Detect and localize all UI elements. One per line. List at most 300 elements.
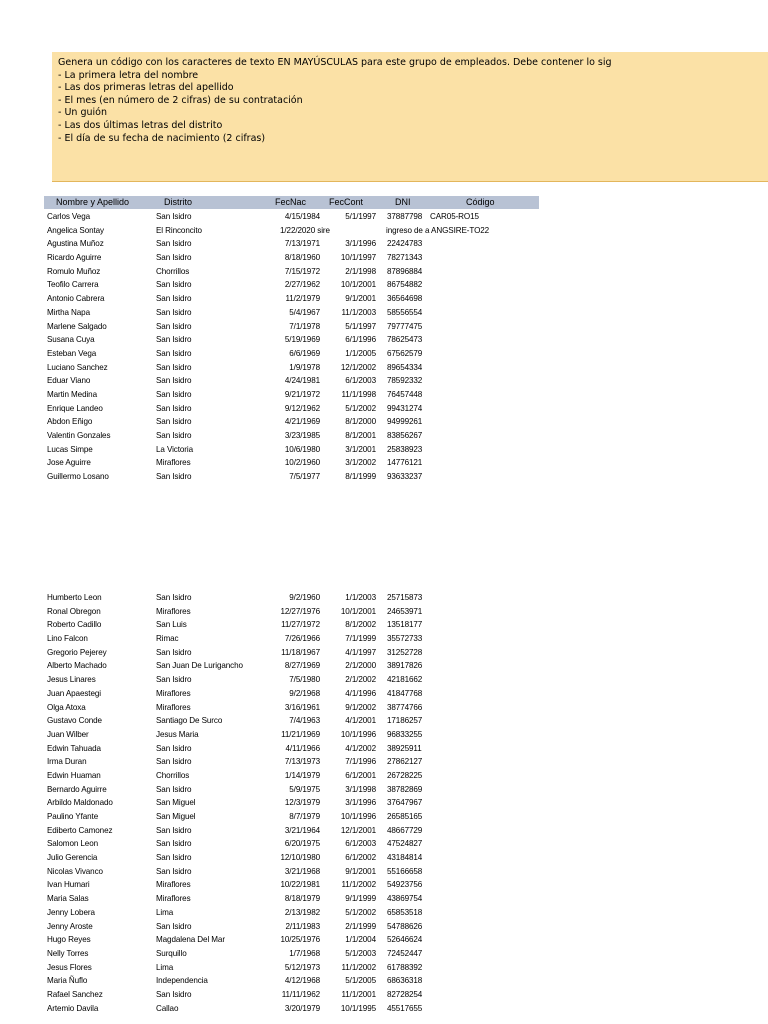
cell-feccont[interactable]: 12/1/2002 [340, 362, 376, 372]
table-row [0, 333, 560, 347]
cell-distrito[interactable]: San Isidro [156, 647, 192, 657]
cell-dni[interactable]: 67562579 [387, 348, 423, 358]
cell-nombre[interactable]: Ediberto Camonez [47, 825, 113, 835]
cell-dni[interactable]: 38917826 [387, 661, 423, 671]
cell-nombre[interactable]: Jenny Aroste [47, 921, 93, 931]
cell-dni[interactable]: 14776121 [387, 458, 423, 468]
cell-nombre[interactable]: Agustina Muñoz [47, 239, 104, 249]
cell-dni[interactable]: 65853518 [387, 907, 423, 917]
cell-feccont[interactable]: 2/1/2000 [345, 661, 376, 671]
cell-feccont[interactable]: 11/1/2002 [341, 880, 376, 890]
cell-fecnac[interactable]: 4/11/1966 [285, 743, 320, 753]
cell-nombre[interactable]: Teofilo Carrera [47, 280, 99, 290]
cell-codigo[interactable]: CAR05-RO15 [430, 212, 479, 221]
cell-dni[interactable]: 26585165 [387, 812, 423, 821]
cell-dni[interactable]: 72452447 [387, 948, 423, 958]
cell-nombre[interactable]: Esteban Vega [47, 348, 97, 358]
cell-distrito[interactable]: San Isidro [156, 853, 192, 863]
table-row [0, 920, 560, 934]
cell-fecnac[interactable]: 9/2/1968 [289, 688, 320, 698]
cell-distrito[interactable]: San Isidro [156, 839, 192, 849]
cell-nombre[interactable]: Eduar Viano [47, 376, 91, 386]
cell-nombre[interactable]: Salomon Leon [47, 839, 98, 849]
cell-feccont[interactable]: 10/1/1995 [340, 1003, 376, 1013]
cell-dni[interactable]: 89654334 [387, 362, 423, 372]
cell-nombre[interactable]: Jesus Flores [47, 962, 92, 972]
cell-distrito[interactable]: Jesus Maria [156, 729, 199, 739]
cell-fecnac[interactable]: 12/10/1980 [280, 853, 320, 863]
cell-distrito[interactable]: San Isidro [156, 431, 192, 440]
cell-distrito[interactable]: San Isidro [156, 362, 192, 372]
cell-dni[interactable]: 79777475 [387, 321, 423, 331]
cell-distrito[interactable]: San Isidro [156, 675, 192, 685]
table-row [0, 429, 560, 443]
cell-dni[interactable]: 82728254 [387, 989, 423, 999]
cell-feccont[interactable]: 6/1/2002 [345, 853, 376, 863]
cell-feccont[interactable]: 5/1/1997 [345, 212, 376, 221]
cell-distrito[interactable]: Independencia [156, 976, 208, 986]
cell-dni[interactable]: 38782869 [387, 784, 423, 794]
cell-nombre[interactable]: Nelly Torres [47, 948, 89, 958]
cell-distrito[interactable]: San Isidro [156, 472, 192, 482]
cell-fecnac[interactable]: 1/9/1978 [289, 362, 320, 372]
cell-distrito[interactable]: San Isidro [156, 239, 192, 249]
table-row [0, 742, 560, 756]
cell-fecnac[interactable]: 1/7/1968 [289, 948, 320, 958]
cell-fecnac[interactable]: 2/13/1982 [284, 907, 320, 917]
cell-distrito[interactable]: Lima [156, 962, 174, 972]
cell-nombre[interactable]: Nicolas Vivanco [47, 866, 103, 876]
cell-distrito[interactable]: San Isidro [156, 403, 192, 413]
cell-nombre[interactable]: Ricardo Aguirre [47, 253, 102, 263]
cell-fecnac[interactable]: 10/22/1981 [280, 880, 320, 890]
cell-distrito[interactable]: San Isidro [156, 593, 192, 602]
cell-dni[interactable]: 13518177 [387, 620, 423, 630]
cell-nombre[interactable]: Arbildo Maldonado [47, 798, 113, 808]
cell-fecnac[interactable]: 7/1/1978 [289, 321, 320, 331]
cell-nombre[interactable]: Lucas Simpe [47, 444, 93, 454]
cell-nombre[interactable]: Humberto Leon [47, 593, 102, 602]
cell-fecnac[interactable]: 8/18/1960 [284, 253, 320, 263]
cell-dni[interactable]: 22424783 [387, 239, 423, 249]
cell-distrito[interactable]: San Isidro [156, 757, 192, 767]
cell-fecnac[interactable]: 10/6/1980 [284, 444, 320, 454]
table-row [0, 769, 560, 783]
cell-distrito[interactable]: San Isidro [156, 743, 192, 753]
cell-nombre[interactable]: Guillermo Losano [47, 472, 109, 482]
cell-dni[interactable]: 68636318 [387, 976, 423, 986]
cell-feccont[interactable]: 11/1/2001 [341, 989, 376, 999]
cell-distrito[interactable]: San Isidro [156, 348, 192, 358]
cell-distrito[interactable]: San Isidro [156, 212, 192, 221]
cell-feccont[interactable]: 4/1/2002 [345, 743, 376, 753]
table-row [0, 783, 560, 797]
cell-distrito[interactable]: Santiago De Surco [156, 716, 223, 726]
table-row [0, 320, 560, 334]
table-body-group-1 [0, 210, 560, 484]
cell-distrito[interactable]: San Juan De Lurigancho [156, 661, 243, 671]
cell-fecnac[interactable]: 3/21/1964 [284, 825, 320, 835]
cell-feccont[interactable]: 1/1/2004 [345, 935, 376, 945]
cell-fecnac[interactable]: 9/2/1960 [289, 593, 320, 602]
cell-feccont[interactable]: 3/1/2001 [345, 444, 376, 454]
table-row [0, 824, 560, 838]
cell-fecnac[interactable]: 7/5/1977 [289, 472, 320, 482]
cell-nombre[interactable]: Ivan Humari [47, 880, 90, 890]
cell-dni[interactable]: 17186257 [387, 716, 423, 726]
cell-dni[interactable]: 38925911 [387, 743, 422, 753]
cell-fecnac[interactable]: 1/14/1979 [284, 770, 320, 780]
cell-dni[interactable]: 86754882 [387, 280, 423, 290]
cell-feccont[interactable]: 6/1/2001 [345, 770, 376, 780]
cell-dni[interactable]: 37887798 [387, 212, 423, 221]
cell-nombre[interactable]: Ronal Obregon [47, 606, 101, 616]
table-row [0, 374, 560, 388]
cell-distrito[interactable]: La Victoria [156, 444, 193, 454]
cell-nombre[interactable]: Artemio Davila [47, 1003, 99, 1013]
cell-distrito[interactable]: Chorrillos [156, 770, 190, 780]
cell-nombre[interactable]: Enrique Landeo [47, 403, 103, 413]
cell-distrito[interactable]: San Isidro [156, 921, 192, 931]
cell-fecnac[interactable]: 7/13/1973 [284, 757, 320, 767]
cell-feccont[interactable]: 8/1/2001 [345, 431, 376, 440]
cell-feccont[interactable]: 2/1/1999 [345, 921, 376, 931]
cell-feccont[interactable]: 1/1/2003 [345, 593, 376, 602]
cell-distrito[interactable]: Miraflores [156, 880, 191, 890]
cell-fecnac[interactable]: 6/20/1975 [284, 839, 320, 849]
cell-nombre[interactable]: Mirtha Napa [47, 307, 90, 317]
cell-fecnac-overflow[interactable]: 1/22/2020 sire [280, 225, 330, 235]
cell-feccont[interactable]: 5/1/2005 [345, 976, 376, 986]
cell-feccont[interactable]: 5/1/1997 [345, 321, 376, 331]
cell-dni[interactable]: 87896884 [387, 266, 423, 276]
cell-dni[interactable]: 36564698 [387, 294, 423, 304]
cell-distrito[interactable]: Miraflores [156, 894, 191, 904]
cell-feccont[interactable]: 3/1/1996 [345, 798, 376, 808]
cell-dni[interactable]: 24653971 [387, 606, 423, 616]
cell-feccont[interactable]: 2/1/1998 [345, 266, 376, 276]
cell-feccont[interactable]: 8/1/1999 [345, 472, 376, 482]
cell-dni[interactable]: 47524827 [387, 839, 423, 849]
cell-fecnac[interactable]: 5/4/1967 [289, 307, 320, 317]
cell-nombre[interactable]: Angelica Sontay [47, 225, 104, 235]
table-row [0, 988, 560, 1002]
cell-feccont[interactable]: 10/1/2001 [340, 280, 376, 290]
cell-nombre[interactable]: Jenny Lobera [47, 907, 95, 917]
cell-nombre[interactable]: Juan Wilber [47, 729, 89, 739]
table-row [0, 618, 560, 632]
table-row [0, 415, 560, 429]
header-feccont[interactable]: FecCont [329, 197, 364, 207]
cell-feccont[interactable]: 9/1/1999 [345, 894, 376, 904]
cell-nombre[interactable]: Gustavo Conde [47, 716, 102, 726]
cell-dni[interactable]: 54923756 [387, 880, 423, 890]
cell-dni[interactable]: 93633237 [387, 472, 423, 482]
cell-distrito[interactable]: Magdalena Del Mar [156, 935, 225, 945]
instructions-line: - El día de su fecha de nacimiento (2 cifras) [58, 132, 266, 144]
table-row [0, 306, 560, 320]
cell-feccont[interactable]: 3/1/2002 [345, 458, 376, 468]
cell-feccont[interactable]: 9/1/2001 [345, 294, 376, 304]
cell-nombre[interactable]: Susana Cuya [47, 335, 95, 345]
cell-dni[interactable]: 42181662 [387, 675, 423, 685]
table-row [0, 347, 560, 361]
cell-feccont[interactable]: 7/1/1996 [345, 757, 376, 767]
cell-feccont[interactable]: 4/1/1996 [345, 688, 376, 698]
cell-overflow-text[interactable]: ingreso de a ANGSIRE-TO22 [386, 225, 490, 235]
cell-distrito[interactable]: San Isidro [156, 417, 192, 427]
cell-distrito[interactable]: San Isidro [156, 321, 192, 331]
cell-feccont[interactable]: 6/1/2003 [345, 839, 376, 849]
table-row [0, 687, 560, 701]
cell-fecnac[interactable]: 12/3/1979 [284, 798, 320, 808]
cell-nombre[interactable]: Maria Ñuflo [47, 976, 88, 986]
cell-distrito[interactable]: San Miguel [156, 798, 196, 808]
cell-feccont[interactable]: 8/1/2000 [345, 417, 376, 427]
cell-feccont[interactable]: 11/1/2002 [341, 962, 376, 972]
cell-fecnac[interactable]: 2/11/1983 [285, 921, 320, 931]
cell-dni[interactable]: 43869754 [387, 894, 423, 904]
cell-nombre[interactable]: Julio Gerencia [47, 853, 98, 863]
header-fecnac[interactable]: FecNac [275, 197, 307, 207]
cell-nombre[interactable]: Luciano Sanchez [47, 362, 108, 372]
cell-fecnac[interactable]: 12/27/1976 [280, 606, 320, 616]
cell-dni[interactable]: 96833255 [387, 729, 423, 739]
cell-distrito[interactable]: San Isidro [156, 825, 192, 835]
cell-dni[interactable]: 38774766 [387, 702, 423, 712]
table-row [0, 361, 560, 375]
cell-feccont[interactable]: 1/1/2005 [345, 348, 376, 358]
instructions-line: - Las dos últimas letras del distrito [58, 119, 223, 131]
cell-nombre[interactable]: Romulo Muñoz [47, 266, 101, 276]
cell-distrito[interactable]: Miraflores [156, 458, 191, 468]
cell-nombre[interactable]: Martin Medina [47, 389, 97, 399]
cell-fecnac[interactable]: 3/23/1985 [284, 431, 320, 440]
cell-fecnac[interactable]: 8/7/1979 [289, 812, 320, 821]
header-nombre[interactable]: Nombre y Apellido [56, 197, 130, 207]
cell-fecnac[interactable]: 7/26/1966 [284, 634, 320, 644]
cell-fecnac[interactable]: 2/27/1962 [284, 280, 320, 290]
table-row [0, 443, 560, 457]
cell-feccont[interactable]: 10/1/1996 [340, 812, 376, 821]
cell-nombre[interactable]: Maria Salas [47, 894, 89, 904]
cell-fecnac[interactable]: 7/13/1971 [284, 239, 320, 249]
cell-nombre[interactable]: Edwin Huaman [47, 770, 101, 780]
cell-nombre[interactable]: Gregorio Pejerey [47, 647, 107, 657]
cell-distrito[interactable]: Lima [156, 907, 174, 917]
cell-fecnac[interactable]: 4/24/1981 [284, 376, 320, 386]
cell-distrito[interactable]: El Rinconcito [156, 225, 202, 235]
cell-nombre[interactable]: Marlene Salgado [47, 321, 107, 331]
table-row [0, 388, 560, 402]
cell-fecnac[interactable]: 9/12/1962 [284, 403, 320, 413]
instructions-line: Genera un código con los caracteres de texto EN MAYÚSCULAS para este grupo de empleados. Debe contener lo sig [58, 57, 612, 68]
cell-feccont[interactable]: 12/1/2001 [340, 825, 376, 835]
cell-distrito[interactable]: San Luis [156, 620, 187, 630]
cell-dni[interactable]: 48667729 [387, 825, 423, 835]
cell-dni[interactable]: 45517655 [387, 1003, 423, 1013]
instructions-line: - El mes (en número de 2 cifras) de su contratación [58, 94, 303, 106]
table-row [0, 906, 560, 920]
cell-dni[interactable]: 43184814 [387, 853, 423, 863]
cell-dni[interactable]: 25715873 [387, 593, 423, 602]
cell-distrito[interactable]: Rimac [156, 634, 179, 644]
cell-fecnac[interactable]: 10/2/1960 [284, 458, 320, 468]
cell-feccont[interactable]: 8/1/2002 [345, 620, 376, 630]
table-row [0, 714, 560, 728]
cell-fecnac[interactable]: 11/27/1972 [281, 620, 320, 630]
cell-dni[interactable]: 25838923 [387, 444, 423, 454]
cell-dni[interactable]: 55166658 [387, 866, 423, 876]
cell-fecnac[interactable]: 7/4/1963 [289, 716, 320, 726]
table-row [0, 605, 560, 619]
cell-dni[interactable]: 83856267 [387, 431, 423, 440]
cell-feccont[interactable]: 4/1/1997 [345, 647, 376, 657]
cell-nombre[interactable]: Edwin Tahuada [47, 743, 101, 753]
cell-dni[interactable]: 31252728 [387, 647, 423, 657]
cell-feccont[interactable]: 5/1/2003 [345, 948, 376, 958]
cell-dni[interactable]: 37647967 [387, 798, 423, 808]
header-dni[interactable]: DNI [395, 197, 411, 207]
cell-feccont[interactable]: 3/1/1998 [345, 784, 376, 794]
cell-dni[interactable]: 58556554 [387, 307, 423, 317]
cell-dni[interactable]: 35572733 [387, 634, 423, 644]
cell-distrito[interactable]: Miraflores [156, 688, 191, 698]
cell-distrito[interactable]: San Isidro [156, 784, 192, 794]
table-row [0, 865, 560, 879]
cell-fecnac[interactable]: 4/21/1969 [284, 417, 320, 427]
table-row [0, 210, 560, 224]
cell-distrito[interactable]: San Isidro [156, 294, 192, 304]
cell-feccont[interactable]: 5/1/2002 [345, 907, 376, 917]
cell-fecnac[interactable]: 4/12/1968 [284, 976, 320, 986]
table-row [0, 755, 560, 769]
cell-nombre[interactable]: Juan Apaestegi [47, 688, 101, 698]
cell-dni[interactable]: 78592332 [387, 376, 423, 386]
cell-nombre[interactable]: Olga Atoxa [47, 702, 86, 712]
cell-fecnac[interactable]: 8/18/1979 [284, 894, 320, 904]
cell-fecnac[interactable]: 4/15/1984 [284, 212, 320, 221]
table-row [0, 251, 560, 265]
cell-fecnac[interactable]: 11/18/1967 [281, 647, 320, 657]
cell-distrito[interactable]: San Isidro [156, 389, 192, 399]
cell-nombre[interactable]: Bernardo Aguirre [47, 784, 107, 794]
cell-nombre[interactable]: Jesus Linares [47, 675, 96, 685]
cell-dni[interactable]: 78625473 [387, 335, 423, 345]
cell-feccont[interactable]: 6/1/1996 [345, 335, 376, 345]
cell-distrito[interactable]: San Isidro [156, 307, 192, 317]
table-row [0, 947, 560, 961]
cell-feccont[interactable]: 10/1/1997 [340, 253, 376, 263]
cell-dni[interactable]: 61788392 [387, 962, 423, 972]
cell-distrito[interactable]: San Isidro [156, 253, 192, 263]
header-codigo[interactable]: Código [466, 197, 495, 207]
cell-fecnac[interactable]: 9/21/1972 [284, 389, 320, 399]
cell-dni[interactable]: 78271343 [387, 253, 423, 263]
cell-feccont[interactable]: 7/1/1999 [345, 634, 376, 644]
cell-fecnac[interactable]: 11/11/1962 [281, 989, 320, 999]
cell-feccont[interactable]: 6/1/2003 [345, 376, 376, 386]
header-distrito[interactable]: Distrito [164, 197, 193, 207]
cell-nombre[interactable]: Hugo Reyes [47, 935, 91, 945]
cell-distrito[interactable]: Surquillo [156, 948, 187, 958]
cell-distrito[interactable]: San Isidro [156, 280, 192, 290]
cell-nombre[interactable]: Irma Duran [47, 757, 87, 767]
cell-feccont[interactable]: 10/1/2001 [340, 606, 376, 616]
cell-nombre[interactable]: Abdon Eñigo [47, 417, 93, 427]
instructions-line: - Un guión [58, 107, 107, 119]
cell-dni[interactable]: 76457448 [387, 389, 423, 399]
cell-dni[interactable]: 54788626 [387, 921, 423, 931]
cell-dni[interactable]: 94999261 [387, 417, 423, 427]
cell-nombre[interactable]: Rafael Sanchez [47, 989, 103, 999]
cell-distrito[interactable]: Miraflores [156, 702, 191, 712]
cell-distrito[interactable]: San Isidro [156, 989, 192, 999]
cell-dni[interactable]: 41847768 [387, 688, 423, 698]
table-body-group-2 [0, 591, 560, 1015]
cell-fecnac[interactable]: 10/25/1976 [280, 935, 320, 945]
cell-distrito[interactable]: San Isidro [156, 335, 192, 345]
cell-nombre[interactable]: Antonio Cabrera [47, 294, 105, 304]
cell-feccont[interactable]: 4/1/2001 [345, 716, 376, 726]
cell-distrito[interactable]: San Isidro [156, 376, 192, 386]
cell-dni[interactable]: 26728225 [387, 770, 423, 780]
cell-fecnac[interactable]: 6/6/1969 [289, 348, 320, 358]
cell-fecnac[interactable]: 11/2/1979 [285, 294, 320, 304]
cell-fecnac[interactable]: 11/21/1969 [281, 729, 320, 739]
cell-nombre[interactable]: Paulino Yfante [47, 812, 99, 821]
cell-dni[interactable]: 99431274 [387, 403, 423, 413]
cell-feccont[interactable]: 5/1/2002 [345, 403, 376, 413]
cell-feccont[interactable]: 9/1/2001 [345, 866, 376, 876]
cell-feccont[interactable]: 10/1/1996 [340, 729, 376, 739]
cell-nombre[interactable]: Roberto Cadillo [47, 620, 102, 630]
table-row [0, 224, 560, 238]
cell-fecnac[interactable]: 3/21/1968 [284, 866, 320, 876]
cell-distrito[interactable]: Miraflores [156, 606, 191, 616]
cell-feccont[interactable]: 2/1/2002 [345, 675, 376, 685]
table-row [0, 646, 560, 660]
cell-dni[interactable]: 27862127 [387, 757, 423, 767]
cell-fecnac[interactable]: 8/27/1969 [284, 661, 320, 671]
cell-fecnac[interactable]: 5/9/1975 [289, 784, 320, 794]
cell-feccont[interactable]: 11/1/2003 [341, 307, 376, 317]
cell-distrito[interactable]: San Miguel [156, 812, 196, 821]
cell-nombre[interactable]: Carlos Vega [47, 212, 90, 221]
cell-feccont[interactable]: 9/1/2002 [345, 702, 376, 712]
table-row [0, 974, 560, 988]
cell-fecnac[interactable]: 5/19/1969 [284, 335, 320, 345]
instructions-line: - Las dos primeras letras del apellido [58, 82, 234, 94]
cell-nombre[interactable]: Valentin Gonzales [47, 431, 111, 440]
cell-nombre[interactable]: Lino Falcon [47, 634, 88, 644]
cell-fecnac[interactable]: 3/20/1979 [284, 1003, 320, 1013]
cell-nombre[interactable]: Alberto Machado [47, 661, 107, 671]
cell-fecnac[interactable]: 5/12/1973 [284, 962, 320, 972]
cell-distrito[interactable]: San Isidro [156, 866, 192, 876]
cell-distrito[interactable]: Chorrillos [156, 266, 190, 276]
cell-fecnac[interactable]: 7/15/1972 [284, 266, 320, 276]
cell-dni[interactable]: 52646624 [387, 935, 423, 945]
cell-feccont[interactable]: 3/1/1996 [345, 239, 376, 249]
table-row [0, 632, 560, 646]
cell-fecnac[interactable]: 3/16/1961 [284, 702, 320, 712]
cell-distrito[interactable]: Callao [156, 1003, 179, 1013]
cell-nombre[interactable]: Jose Aguirre [47, 458, 91, 468]
cell-feccont[interactable]: 11/1/1998 [341, 389, 376, 399]
cell-fecnac[interactable]: 7/5/1980 [289, 675, 320, 685]
table-row [0, 796, 560, 810]
